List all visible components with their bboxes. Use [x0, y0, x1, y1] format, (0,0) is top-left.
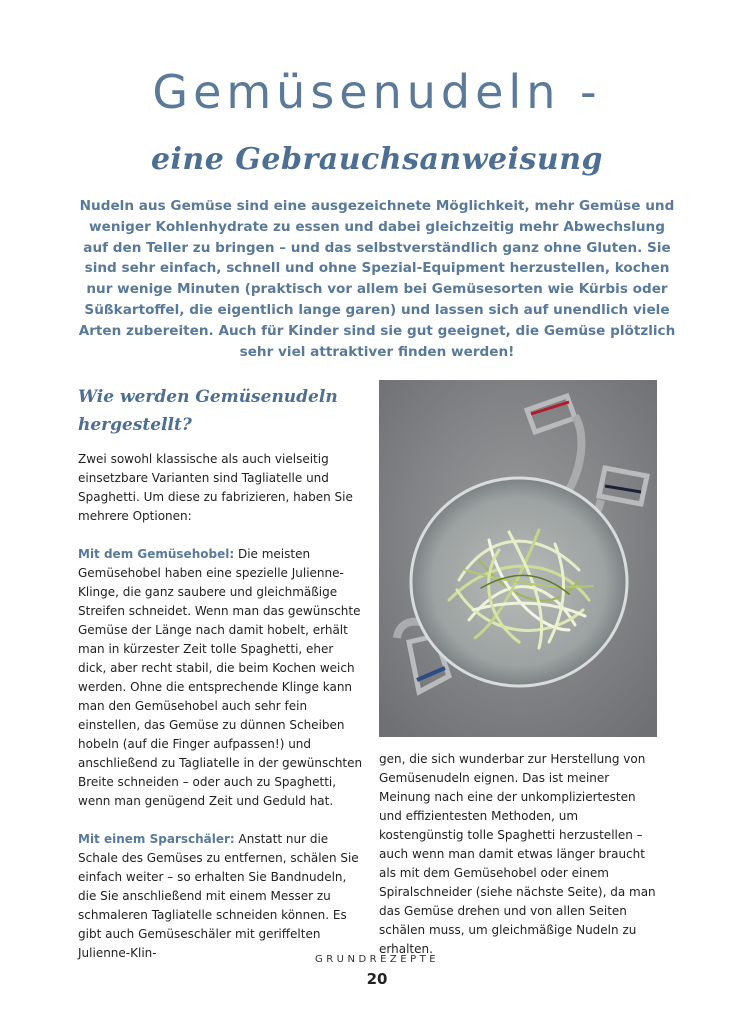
intro-paragraph: Nudeln aus Gemüse sind eine ausgezeichnete Möglichkeit, mehr Gemüse und weniger Kohlenhydrate zu essen und dabei gleichzeitig mehr Abwechslung auf den Teller zu bringen – und das selbstverständlich ganz ohne Gluten. Sie sind sehr einfach, schnell und ohne Spezial-Equipment herzustellen, kochen nur wenige Minuten (praktisch vor allem bei Gemüsesorten wie Kürbis oder Süßkartoffel, die eigentlich lange garen) und lassen sich auf unendlich viele Arten zubereiten. Auch für Kinder sind sie gut geeignet, die Gemüse plötzlich sehr viel attraktiver finden werden!: [78, 198, 676, 360]
text-sparschaeler-part1: Anstatt nur die Schale des Gemüses zu entfernen, schälen Sie einfach weiter – so erhalten Sie Bandnudeln, die Sie anschließend mit einem Messer zu schmaleren Tagliatelle schneiden können. Es gibt auch Gemüseschäler mit geriffelten Julienne-Klin-: [78, 832, 359, 960]
lead-sparschaeler: Mit einem Sparschäler:: [78, 832, 235, 846]
lead-gemuesehobel: Mit dem Gemüsehobel:: [78, 547, 235, 561]
paragraph-sparschaeler-start: [78, 830, 363, 963]
zucchini-noodles-photo: [379, 380, 657, 737]
paragraph-intro: Zwei sowohl klassische als auch vielseitig einsetzbare Varianten sind Tagliatelle und Spaghetti. Um diese zu fabrizieren, haben Sie mehrere Optionen:: [78, 452, 353, 523]
text-sparschaeler-part2: gen, die sich wunderbar zur Herstellung von Gemüsenudeln eignen. Das ist meiner Meinung nach eine der unkompliziertesten und effizientesten Methoden, um kostengünstig tolle Spaghetti herzustellen – auch wenn man damit etwas länger braucht als mit dem Gemüsehobel oder einem Spiralschneider (siehe nächste Seite), da man das Gemüse drehen und von allen Seiten schälen muss, um gleichmäßige Nudeln zu erhalten.: [379, 752, 656, 956]
right-column: [379, 750, 661, 959]
page-number: 20: [366, 970, 388, 988]
paragraph-gemuesehobel: [78, 545, 363, 811]
section-heading: Wie werden Gemüsenudeln hergestellt?: [78, 387, 338, 435]
left-column: [78, 450, 363, 982]
footer-section-label: GRUNDREZEPTE: [314, 954, 440, 965]
text-gemuesehobel: Die meisten Gemüsehobel haben eine spezielle Julienne-Klinge, die ganz saubere und gleichmäßige Streifen schneidet. Wenn man das gewünschte Gemüse der Länge nach damit hobelt, erhält man in kürzester Zeit tolle Spaghetti, eher dick, aber recht stabil, die beim Kochen weich werden. Ohne die entsprechende Klinge kann man den Gemüsehobel auch sehr fein einstellen, das Gemüse zu dünnen Scheiben hobeln (auf die Finger aufpassen!) und anschließend zu Tagliatelle in der gewünschten Breite schneiden – oder auch zu Spaghetti, wenn man genügend Zeit und Geduld hat.: [78, 547, 363, 808]
page-subtitle: eine Gebrauchsanweisung: [150, 142, 604, 177]
page-title: Gemüsenudeln -: [152, 65, 602, 119]
